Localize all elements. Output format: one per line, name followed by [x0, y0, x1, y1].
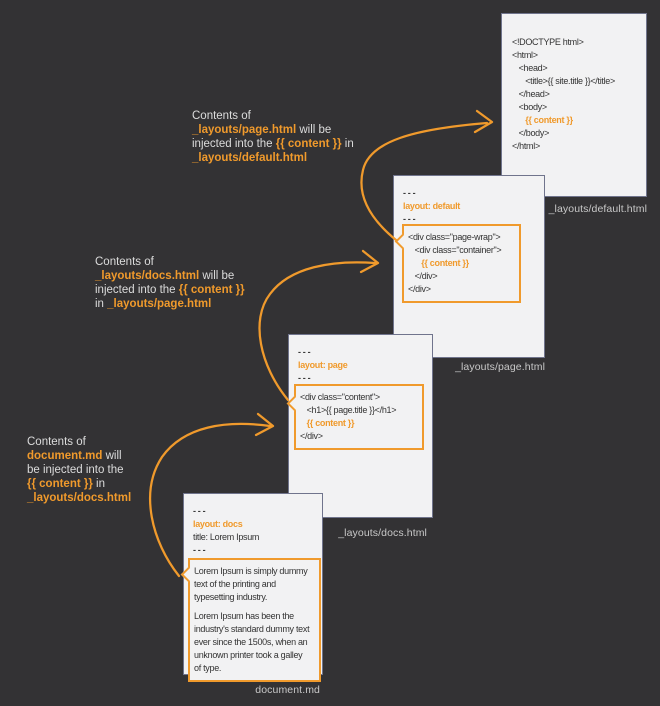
highlight-text: document.md — [27, 450, 103, 462]
text: will — [102, 450, 122, 462]
annotation-docs-to-page — [95, 255, 245, 311]
code-line: text of the printing and — [194, 579, 276, 589]
content-box-document — [188, 558, 321, 682]
code-line: <!DOCTYPE html> — [512, 37, 584, 47]
card-document-md — [183, 493, 323, 675]
annotation-line — [192, 137, 354, 151]
front-matter-docs — [298, 346, 347, 385]
annotation-line — [95, 255, 245, 269]
code-line: of type. — [194, 663, 222, 673]
code-line: unknown printer took a galley — [194, 650, 303, 660]
code-line: ever since the 1500s, when an — [194, 637, 308, 647]
annotation-line — [192, 123, 354, 137]
code-line-highlight: layout: page — [298, 360, 348, 370]
highlight-text: _layouts/docs.html — [95, 270, 200, 282]
code-line: --- — [193, 545, 208, 555]
file-label-docs: _layouts/docs.html — [338, 527, 427, 539]
card-layouts-page — [393, 175, 545, 358]
highlight-text: _layouts/page.html — [192, 124, 297, 136]
text: in — [341, 138, 354, 150]
annotation-line — [95, 269, 245, 283]
code-line: <title>{{ site.title }}</title> — [512, 76, 615, 86]
annotation-line — [27, 477, 131, 491]
file-label-page: _layouts/page.html — [455, 361, 545, 373]
highlight-text: _layouts/docs.html — [27, 492, 132, 504]
annotation-line — [27, 435, 131, 449]
highlight-text: _layouts/default.html — [192, 152, 308, 164]
code-line: Lorem Ipsum has been the — [194, 611, 294, 621]
file-label-document: document.md — [255, 684, 320, 696]
code-line: </div> — [408, 284, 431, 294]
annotation-document-to-docs — [27, 435, 131, 505]
code-line: </div> — [300, 431, 323, 441]
code-line: industry's standard dummy text — [194, 624, 310, 634]
content-box-docs — [294, 384, 424, 450]
annotation-line — [192, 109, 354, 123]
annotation-page-to-default — [192, 109, 354, 165]
code-block-page — [404, 226, 519, 301]
code-line: --- — [403, 214, 418, 224]
code-block-document — [190, 560, 319, 680]
highlight-text: {{ content }} — [178, 284, 245, 296]
text: injected into the — [192, 138, 276, 150]
annotation-line — [95, 283, 245, 297]
highlight-text: {{ content }} — [275, 138, 342, 150]
code-line: </body> — [512, 128, 550, 138]
code-line: </div> — [408, 271, 438, 281]
text: Contents of — [95, 256, 154, 268]
code-line: --- — [298, 373, 313, 383]
code-line: </head> — [512, 89, 550, 99]
code-line-highlight: layout: default — [403, 201, 461, 211]
highlight-text: {{ content }} — [27, 478, 93, 490]
code-line-highlight: {{ content }} — [408, 258, 469, 268]
code-line-highlight: {{ content }} — [512, 115, 573, 125]
annotation-line — [192, 151, 354, 165]
code-line-highlight: layout: docs — [193, 519, 243, 529]
code-line: <body> — [512, 102, 547, 112]
text: injected into the — [95, 284, 179, 296]
card-layouts-default — [501, 13, 647, 197]
code-line: --- — [403, 188, 418, 198]
front-matter-page — [403, 187, 460, 226]
code-line: </html> — [512, 141, 540, 151]
code-line: --- — [193, 506, 208, 516]
code-line: typesetting industry. — [194, 592, 268, 602]
text: will be — [296, 124, 332, 136]
file-label-default: _layouts/default.html — [548, 203, 647, 215]
code-line-highlight: {{ content }} — [300, 418, 355, 428]
text: Contents of — [192, 110, 251, 122]
text: will be — [199, 270, 235, 282]
code-line: <div class="page-wrap"> — [408, 232, 501, 242]
code-block-docs — [296, 386, 422, 448]
code-line: --- — [298, 347, 313, 357]
annotation-line — [27, 491, 131, 505]
annotation-line — [27, 449, 131, 463]
code-line: <head> — [512, 63, 548, 73]
code-line: <div class="container"> — [408, 245, 502, 255]
card-layouts-docs — [288, 334, 433, 518]
highlight-text: _layouts/page.html — [107, 298, 212, 310]
text: be injected into the — [27, 464, 124, 476]
text: Contents of — [27, 436, 86, 448]
code-line: Lorem Ipsum is simply dummy — [194, 566, 308, 576]
code-block-default — [512, 36, 615, 153]
annotation-line — [27, 463, 131, 477]
code-line: <html> — [512, 50, 538, 60]
text: in — [95, 298, 108, 310]
content-box-page — [402, 224, 521, 303]
text: in — [92, 478, 105, 490]
code-line: <h1>{{ page.title }}</h1> — [300, 405, 397, 415]
code-line: <div class="content"> — [300, 392, 380, 402]
front-matter-document — [193, 505, 259, 557]
code-line: title: Lorem Ipsum — [193, 532, 260, 542]
annotation-line — [95, 297, 245, 311]
